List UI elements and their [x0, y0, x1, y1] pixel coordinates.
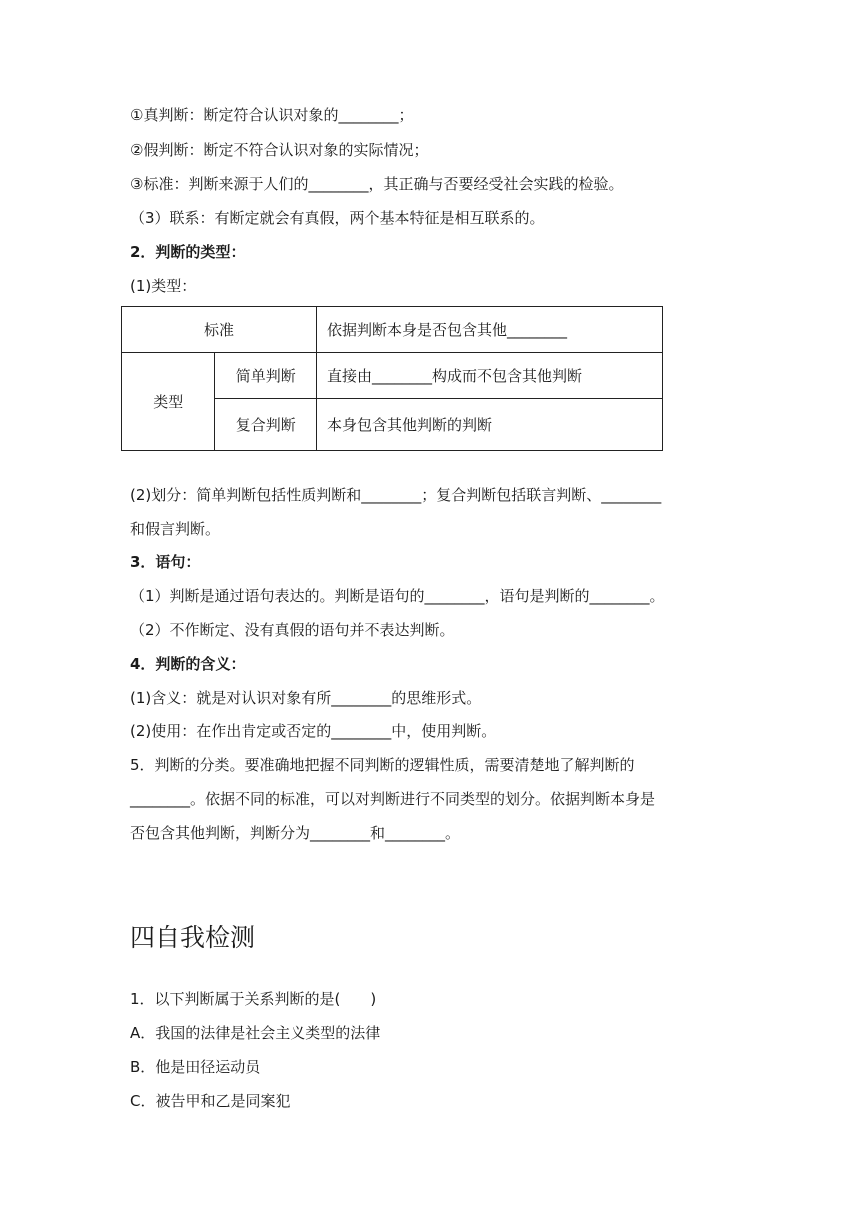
- question-stem: 1．以下判断属于关系判断的是( ): [130, 990, 377, 1008]
- section-heading-meaning: 4．判断的含义：: [130, 655, 246, 673]
- table-cell-standard-value: 依据判断本身是否包含其他________: [317, 307, 663, 353]
- text-line-types-label: (1)类型：: [130, 277, 197, 295]
- text-line-false-judgment: ②假判断：断定不符合认识对象的实际情况；: [130, 141, 429, 159]
- text-line-true-judgment: ①真判断：断定符合认识对象的________；: [130, 106, 414, 124]
- text-line-division: (2)划分：简单判断包括性质判断和________；复合判断包括联言判断、________: [130, 486, 662, 504]
- text-line-sentence-1: （1）判断是通过语句表达的。判断是语句的________，语句是判断的________。: [130, 587, 665, 605]
- text-line-classification-2: ________。依据不同的标准，可以对判断进行不同类型的划分。依据判断本身是: [130, 790, 656, 808]
- option-a: A．我国的法律是社会主义类型的法律: [130, 1024, 381, 1042]
- table-cell-type-label: 类型: [122, 353, 215, 451]
- option-b: B．他是田径运动员: [130, 1058, 261, 1076]
- table-cell-standard-label: 标准: [122, 307, 317, 353]
- text-line-meaning: (1)含义：就是对认识对象有所________的思维形式。: [130, 689, 482, 707]
- table-cell-compound-name: 复合判断: [215, 399, 317, 451]
- table-cell-compound-desc: 本身包含其他判断的判断: [317, 399, 663, 451]
- section-heading-types: 2．判断的类型：: [130, 243, 246, 261]
- text-line-classification-3: 否包含其他判断，判断分为________和________。: [130, 824, 461, 842]
- text-line-classification-1: 5．判断的分类。要准确地把握不同判断的逻辑性质，需要清楚地了解判断的: [130, 756, 635, 774]
- text-line-standard: ③标准：判断来源于人们的________，其正确与否要经受社会实践的检验。: [130, 175, 624, 193]
- table-cell-simple-desc: 直接由________构成而不包含其他判断: [317, 353, 663, 399]
- judgment-type-table: [121, 306, 663, 451]
- section-heading-sentence: 3．语句：: [130, 553, 201, 571]
- text-line-sentence-2: （2）不作断定、没有真假的语句并不表达判断。: [130, 621, 455, 639]
- text-line-connection: （3）联系：有断定就会有真假，两个基本特征是相互联系的。: [130, 209, 545, 227]
- table-cell-simple-name: 简单判断: [215, 353, 317, 399]
- section-title-self-test: 四自我检测: [130, 923, 256, 952]
- text-line-usage: (2)使用：在作出肯定或否定的________中，使用判断。: [130, 722, 497, 740]
- text-line-division-cont: 和假言判断。: [130, 520, 221, 538]
- option-c: C．被告甲和乙是同案犯: [130, 1092, 291, 1110]
